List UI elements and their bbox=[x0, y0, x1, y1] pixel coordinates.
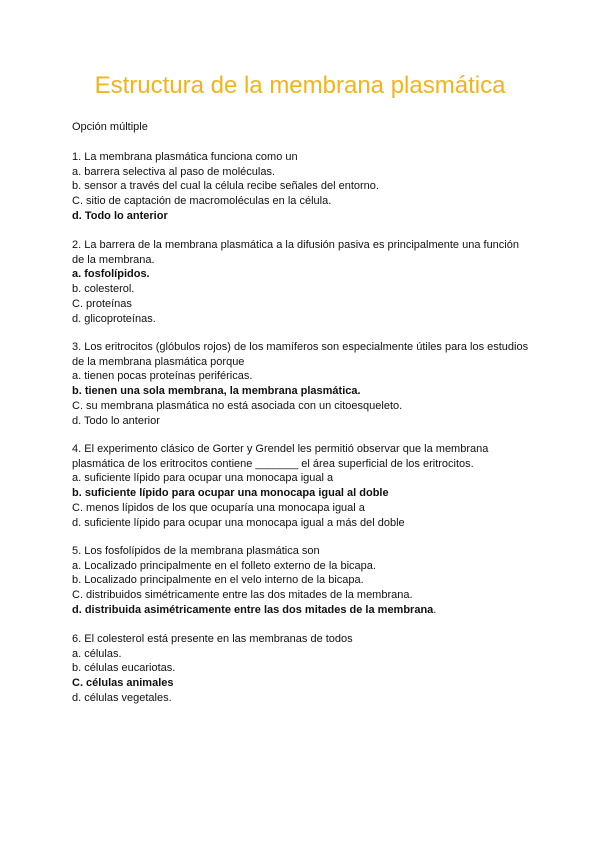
question-stem: 1. La membrana plasmática funciona como un bbox=[72, 151, 298, 163]
option-a: a. tienen pocas proteínas periféricas. bbox=[72, 370, 253, 383]
question-stem: 3. Los eritrocitos (glóbulos rojos) de los mamíferos son especialmente útiles para los estudios de la membrana plasmática porque bbox=[72, 341, 529, 368]
question-5 bbox=[72, 544, 532, 618]
option-c: C. su membrana plasmática no está asociada con un citoesqueleto. bbox=[72, 399, 403, 412]
question-3 bbox=[72, 340, 532, 428]
option-b: b. colesterol. bbox=[72, 283, 135, 296]
question-6 bbox=[72, 632, 532, 706]
option-d: d. glicoproteínas. bbox=[72, 312, 156, 325]
option-c: C. células animales bbox=[72, 677, 174, 690]
option-d bbox=[72, 603, 532, 618]
option-c: C. distribuidos simétricamente entre las dos mitades de la membrana. bbox=[72, 589, 413, 602]
option-d: d. células vegetales. bbox=[72, 691, 172, 704]
question-stem: 4. El experimento clásico de Gorter y Grendel les permitió observar que la membrana plasmática de los eritrocitos contiene _______ el área superficial de los eritrocitos. bbox=[72, 443, 489, 470]
option-a: a. células. bbox=[72, 647, 122, 660]
question-stem: 6. El colesterol está presente en las membranas de todos bbox=[72, 633, 353, 645]
option-b: b. Localizado principalmente en el velo interno de la bicapa. bbox=[72, 574, 364, 587]
question-1 bbox=[72, 150, 532, 224]
option-c: C. menos lípidos de los que ocuparía una monocapa igual a bbox=[72, 501, 365, 514]
option-d: d. Todo lo anterior bbox=[72, 209, 168, 222]
option-d: d. Todo lo anterior bbox=[72, 414, 160, 427]
option-b: b. suficiente lípido para ocupar una monocapa igual al doble bbox=[72, 487, 389, 500]
option-a: a. barrera selectiva al paso de moléculas. bbox=[72, 165, 275, 178]
document-title: Estructura de la membrana plasmática bbox=[94, 72, 506, 99]
option-c: C. proteínas bbox=[72, 297, 132, 310]
option-a: a. fosfolípidos. bbox=[72, 268, 150, 281]
section-subtitle: Opción múltiple bbox=[72, 121, 148, 133]
option-b: b. sensor a través del cual la célula recibe señales del entorno. bbox=[72, 180, 379, 193]
option-b: b. células eucariotas. bbox=[72, 662, 176, 675]
option-d: d. suficiente lípido para ocupar una monocapa igual a más del doble bbox=[72, 516, 405, 529]
question-2 bbox=[72, 238, 532, 326]
option-a: a. suficiente lípido para ocupar una monocapa igual a bbox=[72, 472, 334, 485]
option-a: a. Localizado principalmente en el folleto externo de la bicapa. bbox=[72, 559, 376, 572]
option-c: C. sitio de captación de macromoléculas en la célula. bbox=[72, 195, 332, 208]
question-stem: 2. La barrera de la membrana plasmática a la difusión pasiva es principalmente una función de la membrana. bbox=[72, 239, 519, 266]
question-4 bbox=[72, 442, 532, 530]
question-stem: 5. Los fosfolípidos de la membrana plasmática son bbox=[72, 545, 320, 557]
option-d-text: d. distribuida asimétricamente entre las dos mitades de la membrana bbox=[72, 603, 434, 616]
option-b: b. tienen una sola membrana, la membrana plasmática. bbox=[72, 385, 361, 398]
option-d-suffix: . bbox=[433, 603, 437, 616]
